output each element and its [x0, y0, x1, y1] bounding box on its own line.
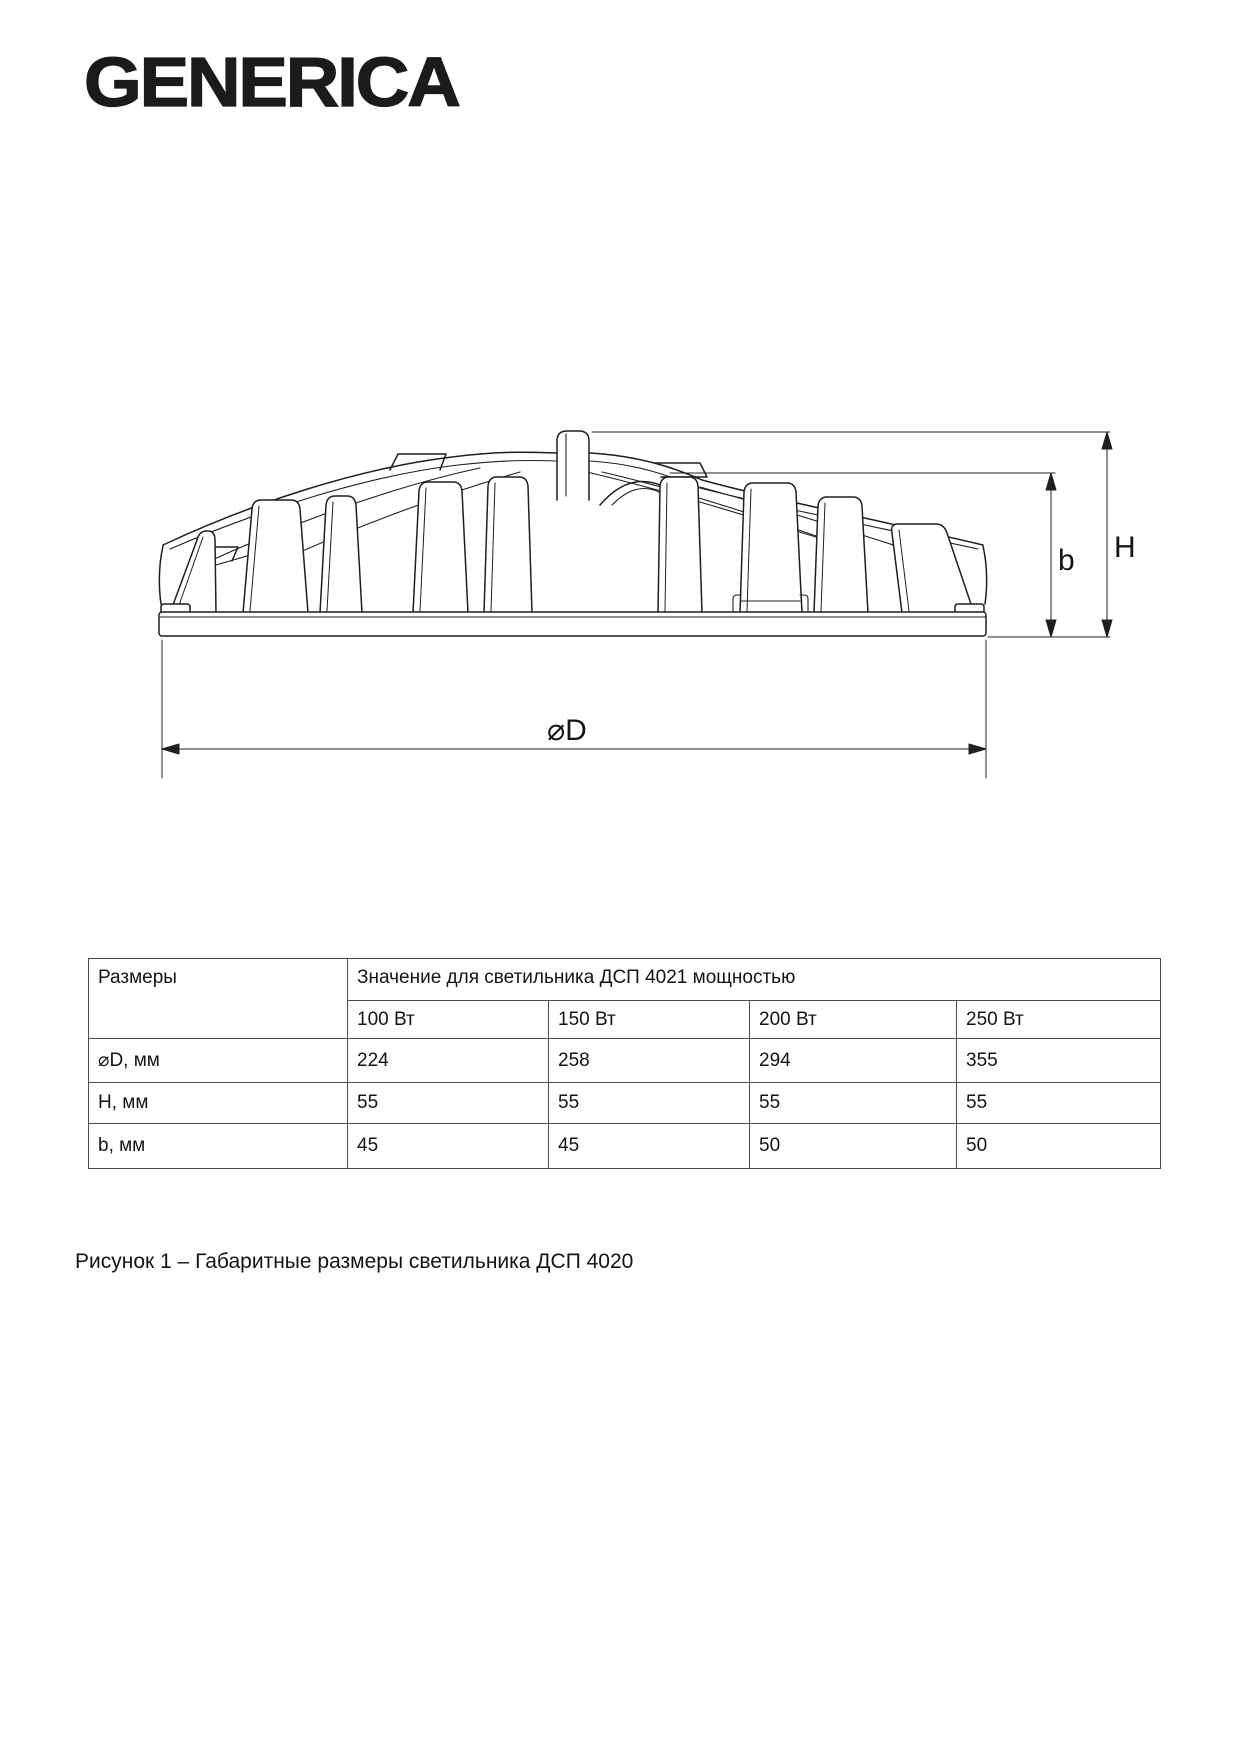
luminaire-dimension-drawing [0, 0, 1244, 820]
header-power-100: 100 Вт [348, 1001, 549, 1039]
value-b-100: 45 [348, 1124, 549, 1169]
dim-label-diameter: ⌀D [547, 714, 587, 747]
mount-post [557, 431, 589, 500]
value-h-200: 55 [750, 1083, 957, 1124]
row-label-diameter: ⌀D, мм [89, 1039, 348, 1083]
value-h-250: 55 [957, 1083, 1161, 1124]
value-b-200: 50 [750, 1124, 957, 1169]
value-b-250: 50 [957, 1124, 1161, 1169]
generica-logo: GENERICA [84, 43, 459, 121]
figure-caption: Рисунок 1 – Габаритные размеры светильника ДСП 4020 [75, 1250, 634, 1273]
header-power-150: 150 Вт [549, 1001, 750, 1039]
dim-label-b: b [1058, 544, 1075, 577]
value-h-150: 55 [549, 1083, 750, 1124]
value-h-100: 55 [348, 1083, 549, 1124]
dim-label-H: H [1114, 531, 1136, 564]
table-row-body-height [89, 1124, 1161, 1169]
value-d-150: 258 [549, 1039, 750, 1083]
header-sizes: Размеры [89, 959, 348, 1039]
value-b-150: 45 [549, 1124, 750, 1169]
value-d-250: 355 [957, 1039, 1161, 1083]
value-d-100: 224 [348, 1039, 549, 1083]
row-label-height: H, мм [89, 1083, 348, 1124]
header-power-250: 250 Вт [957, 1001, 1161, 1039]
table-header-row-1 [89, 959, 1161, 1001]
header-power-200: 200 Вт [750, 1001, 957, 1039]
dimensions-table [88, 958, 1161, 1169]
table-row-height [89, 1083, 1161, 1124]
value-d-200: 294 [750, 1039, 957, 1083]
header-group: Значение для светильника ДСП 4021 мощностью [348, 959, 1161, 1001]
row-label-body-height: b, мм [89, 1124, 348, 1169]
table-row-diameter [89, 1039, 1161, 1083]
